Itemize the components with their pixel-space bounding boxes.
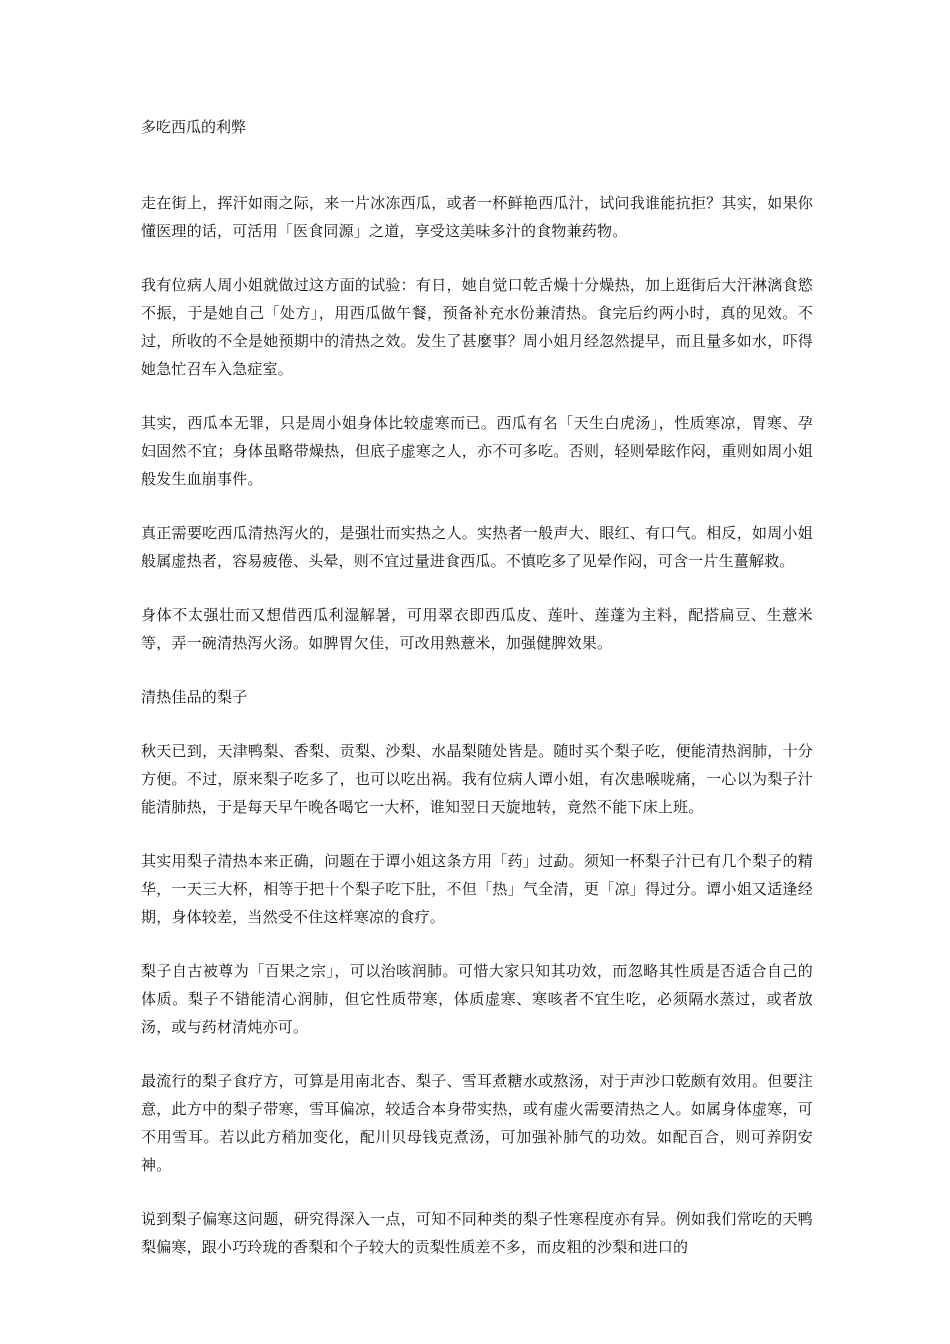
paragraph-4: 真正需要吃西瓜清热泻火的，是强壮而实热之人。实热者一般声大、眼红、有口气。相反，如周小姐般属虚热者，容易疲倦、头晕，则不宜过量进食西瓜。不慎吃多了见晕作闷，可含一片生薑解救。: [141, 524, 813, 570]
paragraph-3: 其实，西瓜本无罪，只是周小姐身体比较虚寒而已。西瓜有名「天生白虎汤」，性质寒凉，胃寒、孕妇固然不宜；身体虽略带燥热，但底子虚寒之人，亦不可多吃。否则，轻则晕眩作闷，重则如周小姐般发生血崩事件。: [141, 414, 813, 488]
paragraph-2: 我有位病人周小姐就做过这方面的试验：有日，她自觉口乾舌燥十分燥热，加上逛街后大汗淋漓食慾不振，于是她自己「处方」，用西瓜做午餐，预备补充水份兼清热。食完后约两小时，真的见效。不过，所收的不全是她预期中的清热之效。发生了甚麼事？周小姐月经忽然提早，而且量多如水，吓得她急忙召车入急症室。: [141, 276, 813, 378]
paragraph-6: 秋天已到，天津鸭梨、香梨、贡梨、沙梨、水晶梨随处皆是。随时买个梨子吃，便能清热润肺，十分方便。不过，原来梨子吃多了，也可以吃出祸。我有位病人谭小姐，有次患喉咙痛，一心以为梨子汁能清肺热，于是每天早午晚各喝它一大杯，谁知翌日天旋地转，竟然不能下床上班。: [141, 742, 813, 816]
paragraph-8: 梨子自古被尊为「百果之宗」，可以治咳润肺。可惜大家只知其功效，而忽略其性质是否适合自己的体质。梨子不错能清心润肺，但它性质带寒，体质虚寒、寒咳者不宜生吃，必须隔水蒸过，或者放汤，或与药材清炖亦可。: [141, 962, 813, 1036]
document-body: [141, 113, 813, 1261]
document-title: 多吃西瓜的利弊: [141, 118, 247, 136]
paragraph-9: 最流行的梨子食疗方，可算是用南北杏、梨子、雪耳煮糖水或熬汤，对于声沙口乾颇有效用。但要注意，此方中的梨子带寒，雪耳偏凉，较适合本身带实热，或有虚火需要清热之人。如属身体虚寒，可不用雪耳。若以此方稍加变化，配川贝母钱克煮汤，可加强补肺气的功效。如配百合，则可养阴安神。: [141, 1072, 813, 1174]
paragraph-1: 走在街上，挥汗如雨之际，来一片冰冻西瓜，或者一杯鲜艳西瓜汁，试问我谁能抗拒？其实，如果你懂医理的话，可活用「医食同源」之道，享受这美味多汁的食物兼药物。: [141, 194, 813, 240]
section-heading: 清热佳品的梨子: [141, 688, 248, 706]
paragraph-7: 其实用梨子清热本来正确，问题在于谭小姐这条方用「药」过勐。须知一杯梨子汁已有几个梨子的精华，一天三大杯，相等于把十个梨子吃下肚，不但「热」气全清，更「凉」得过分。谭小姐又适逢经期，身体较差，当然受不住这样寒凉的食疗。: [141, 852, 813, 926]
spacer: [141, 141, 813, 189]
paragraph-5: 身体不太强壮而又想借西瓜利湿解暑，可用翠衣即西瓜皮、莲叶、莲蓬为主料，配搭扁豆、生薏米等，弄一碗清热泻火汤。如脾胃欠佳，可改用熟薏米，加强健脾效果。: [141, 606, 813, 652]
paragraph-10: 说到梨子偏寒这问题，研究得深入一点，可知不同种类的梨子性寒程度亦有异。例如我们常吃的天鸭梨偏寒，跟小巧玲珑的香梨和个子较大的贡梨性质差不多，而皮粗的沙梨和进口的: [141, 1210, 813, 1256]
